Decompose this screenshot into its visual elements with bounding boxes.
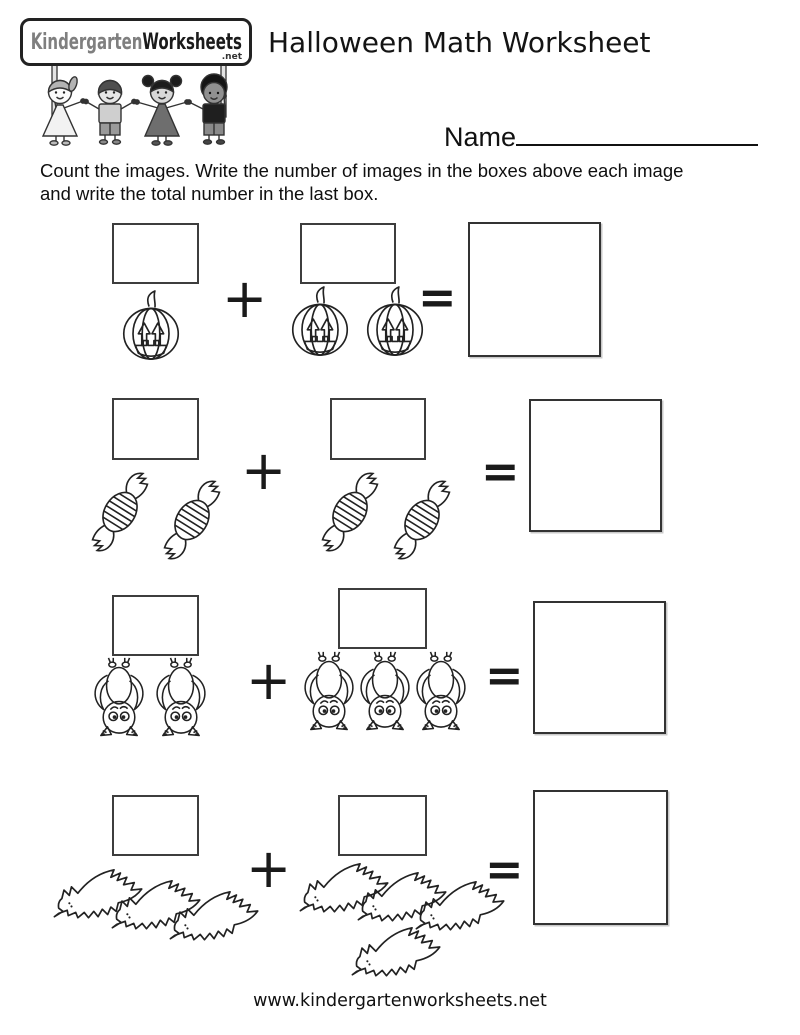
site-logo [20,12,257,150]
addend1-count-box[interactable] [112,398,199,460]
addend1-count-box[interactable] [112,595,199,656]
flying-bat-icon [346,914,444,980]
candy-icon [80,462,160,562]
total-count-box[interactable] [468,222,601,357]
plus-sign: + [222,267,268,330]
logo-text-net: .net [221,52,242,62]
jack-o-lantern-icon [284,286,356,358]
instructions-line-2: and write the total number in the last box. [40,182,379,204]
logo-brand-text [30,30,241,55]
logo-kid-girl-light [43,76,85,145]
logo-kid-boy-gray [84,81,136,145]
candy-icon [310,462,390,562]
problem-row [0,222,800,382]
logo-sign [20,18,252,66]
candy-icon [382,470,462,570]
addend2-count-box[interactable] [338,588,427,649]
problem-row [0,790,800,985]
logo-text-worksheets: Worksheets [142,29,242,55]
name-fill-in-line[interactable] [516,116,758,146]
name-row [444,116,758,153]
plus-sign: + [246,837,292,900]
total-count-box[interactable] [529,399,662,532]
instructions [40,160,770,205]
addend2-count-box[interactable] [300,223,396,284]
jack-o-lantern-icon [115,290,187,362]
total-count-box[interactable] [533,601,666,734]
equals-sign: = [485,648,524,702]
candy-icon [152,470,232,570]
hanging-bat-icon [88,656,150,746]
problem-row [0,588,800,756]
problem-row [0,398,800,573]
name-label: Name [444,122,517,153]
page-title: Halloween Math Worksheet [268,26,651,59]
addend2-count-box[interactable] [338,795,427,856]
total-count-box[interactable] [533,790,668,925]
logo-kid-girl-dark [135,76,189,146]
footer-url: www.kindergartenworksheets.net [253,991,547,1011]
addend1-count-box[interactable] [112,795,199,856]
hanging-bat-icon [298,650,360,740]
hanging-bat-icon [410,650,472,740]
hanging-bat-icon [150,656,212,746]
logo-kid-boy-dark [187,74,227,144]
equals-sign: = [481,444,520,498]
plus-sign: + [241,439,287,502]
plus-sign: + [246,649,292,712]
addend2-count-box[interactable] [330,398,426,460]
equals-sign: = [418,270,457,324]
hanging-bat-icon [354,650,416,740]
instructions-line-1: Count the images. Write the number of images in the boxes above each image [40,160,684,181]
logo-text-kindergarten: Kindergarten [30,29,143,55]
addend1-count-box[interactable] [112,223,199,284]
equals-sign: = [485,842,524,896]
